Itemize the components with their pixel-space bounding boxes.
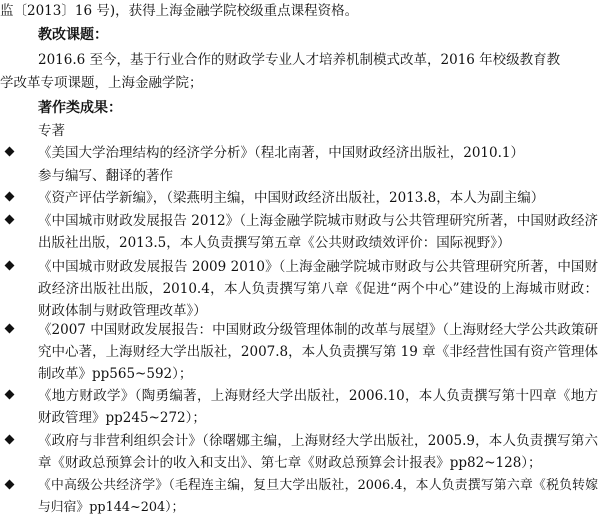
reform-text-line2: 学改革专项课题，上海金融学院； bbox=[0, 75, 203, 91]
reform-text-line1: 2016.6 至今，基于行业合作的财政学专业人才培养机制模式改革，2016 年校级教育教 bbox=[38, 52, 561, 68]
diamond-bullet-icon bbox=[5, 435, 15, 445]
edited-work-item: 《2007 中国财政发展报告：中国财政分级管理体制的改革与展望》（上海财经大学公共政策研究中心著，上海财经大学出版社，2007.8，本人负责撰写第 19 章《非经营性国有资产管理体制改革》pp565~592）； bbox=[38, 322, 598, 382]
edited-work-item: 《中高级公共经济学》（毛程连主编，复旦大学出版社，2006.4，本人负责撰写第六章《税负转嫁与归宿》pp144~204）； bbox=[38, 478, 598, 515]
edited-work-item: 《资产评估学新编》，（梁燕明主编，中国财政经济出版社，2013.8，本人为副主编） bbox=[38, 190, 545, 206]
edited-work-item: 《地方财政学》（陶勇编著，上海财经大学出版社，2006.10，本人负责撰写第十四章《地方财政管理》pp245~272）； bbox=[38, 388, 598, 426]
reform-heading: 教改课题： bbox=[38, 27, 108, 43]
edited-work-item: 《中国城市财政发展报告 2009 2010》（上海金融学院城市财政与公共管理研究所著，中国财政经济出版社出版，2010.4，本人负责撰写第八章《促进“两个中心”建设的上海城市财政：财政体制与财政管理改革》） bbox=[38, 259, 598, 319]
diamond-bullet-icon bbox=[5, 192, 15, 202]
intro-line: 监〔2013〕16 号)，获得上海金融学院校级重点课程资格。 bbox=[0, 3, 359, 19]
monograph-item: 《美国大学治理结构的经济学分析》（程北南著，中国财政经济出版社，2010.1） bbox=[38, 145, 524, 161]
diamond-bullet-icon bbox=[5, 390, 15, 400]
monograph-heading: 专著 bbox=[38, 123, 65, 139]
diamond-bullet-icon bbox=[5, 324, 15, 334]
edited-work-item: 《中国城市财政发展报告 2012》（上海金融学院城市财政与公共管理研究所著，中国财政经济出版社出版，2013.5，本人负责撰写第五章《公共财政绩效评价：国际视野》） bbox=[38, 213, 598, 251]
edited-works-heading: 参与编写、翻译的著作 bbox=[38, 168, 173, 184]
diamond-bullet-icon bbox=[5, 147, 15, 157]
diamond-bullet-icon bbox=[5, 480, 15, 490]
diamond-bullet-icon bbox=[5, 215, 15, 225]
diamond-bullet-icon bbox=[5, 261, 15, 271]
works-heading: 著作类成果： bbox=[38, 100, 122, 116]
edited-work-item: 《政府与非营利组织会计》（徐曙娜主编，上海财经大学出版社，2005.9，本人负责撰写第六章《财政总预算会计的收入和支出》、第七章《财政总预算会计报表》pp82~128）； bbox=[38, 433, 598, 471]
